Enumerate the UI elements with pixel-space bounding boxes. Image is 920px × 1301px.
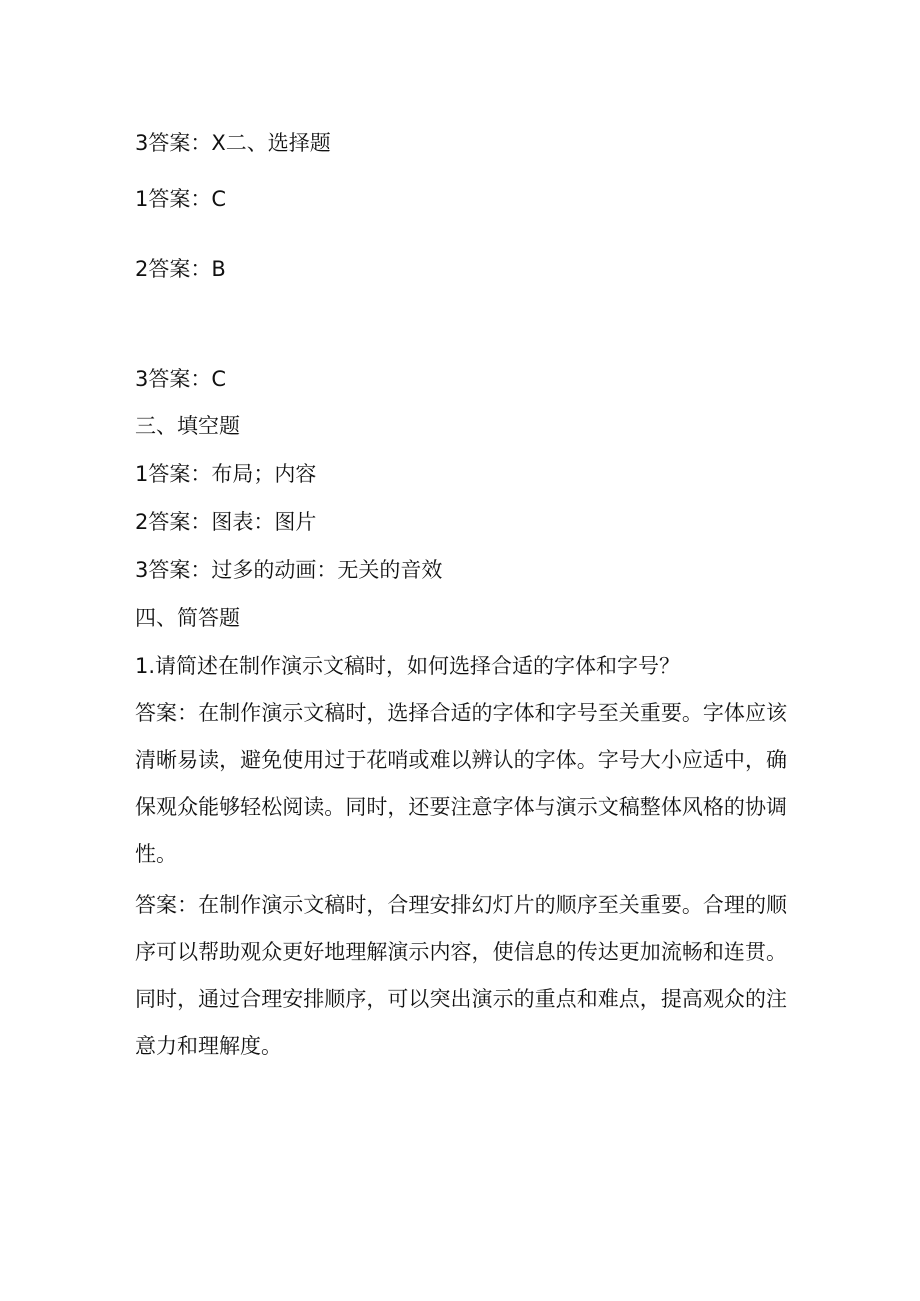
answer-line-mc-3: 3答案：C — [135, 367, 227, 391]
question-1: 1.请简述在制作演示文稿时，如何选择合适的字体和字号？ — [135, 654, 681, 678]
answer-line-mc-2: 2答案：B — [135, 257, 226, 281]
answer-line-mc-1: 1答案：C — [135, 187, 227, 211]
answer-line-fb-1: 1答案：布局；内容 — [135, 462, 317, 486]
answer-line-fb-3: 3答案：过多的动画：无关的音效 — [135, 558, 443, 582]
answer-line-tf-3: 3答案：X二、选择题 — [135, 131, 331, 155]
answer-line-fb-2: 2答案：图表：图片 — [135, 510, 317, 534]
answer-paragraph-2: 答案：在制作演示文稿时，合理安排幻灯片的顺序至关重要。合理的顺序可以帮助观众更好地理解演示内容，使信息的传达更加流畅和连贯。同时，通过合理安排顺序，可以突出演示的重点和难点，提高观众的注意力和理解度。 — [135, 893, 787, 1058]
section-heading-fill-blank: 三、填空题 — [135, 414, 240, 438]
answer-paragraph-1: 答案：在制作演示文稿时，选择合适的字体和字号至关重要。字体应该清晰易读，避免使用过于花哨或难以辨认的字体。字号大小应适中，确保观众能够轻松阅读。同时，还要注意字体与演示文稿整体风格的协调性。 — [135, 701, 787, 866]
section-heading-short-answer: 四、简答题 — [135, 606, 240, 630]
